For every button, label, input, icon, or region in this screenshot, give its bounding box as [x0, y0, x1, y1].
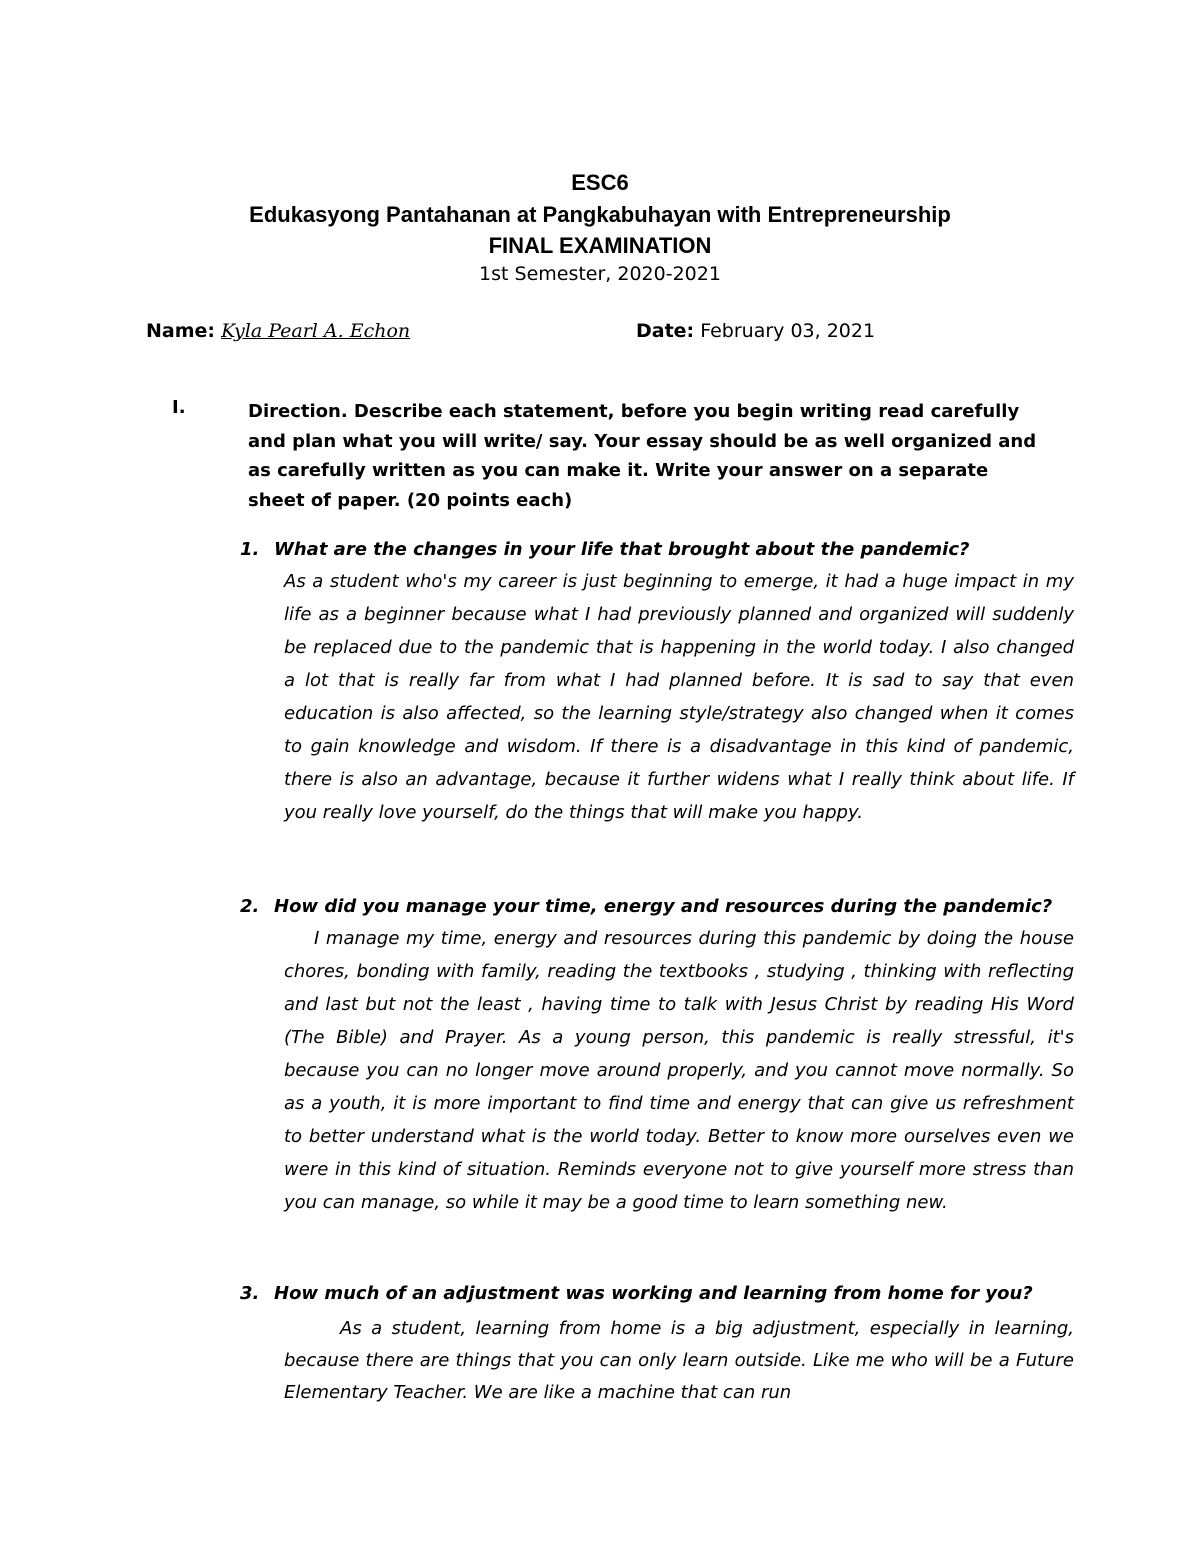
question-1 — [240, 539, 1070, 560]
question-3 — [240, 1283, 1070, 1304]
answer-1: As a student who's my career is just beginning to emerge, it had a huge impact in my life as a beginner because what I had previously planned and organized will suddenly be replaced due to the pandemic that is happening in the world today. I also changed a lot that is really far from what I had planned before. It is sad to say that even education is also affected, so the learning style/strategy also changed when it comes to gain knowledge and wisdom. If there is a disadvantage in this kind of pandemic, there is also an advantage, because it further widens what I really think about life. If you really love yourself, do the things that will make you happy. — [284, 571, 1074, 823]
name-field — [146, 320, 410, 342]
name-label: Name: — [146, 320, 216, 342]
exam-title: FINAL EXAMINATION — [488, 233, 712, 258]
answer-2: I manage my time, energy and resources during this pandemic by doing the house chores, bonding with family, reading the textbooks , studying , thinking with reflecting and last but not the least , having time to talk with Jesus Christ by reading His Word (The Bible) and Prayer. As a young person, this pandemic is really stressful, it's because you can no longer move around properly, and you cannot move normally. So as a youth, it is more important to find time and energy that can give us refreshment to better understand what is the world today. Better to know more ourselves even we were in this kind of situation. Reminds everyone not to give yourself more stress than you can manage, so while it may be a good time to learn something new. — [284, 928, 1074, 1213]
semester-line: 1st Semester, 2020-2021 — [479, 263, 721, 285]
question-2 — [240, 896, 1070, 917]
date-label: Date: — [636, 320, 695, 342]
date-value: February 03, 2021 — [700, 320, 876, 342]
name-value: Kyla Pearl A. Echon — [221, 320, 411, 342]
subject-title: Edukasyong Pantahanan at Pangkabuhayan with Entrepreneurship — [249, 202, 951, 227]
question-number: 2. — [240, 896, 260, 917]
section-direction: Direction. Describe each statement, before you begin writing read carefully and plan what you will write/ say. Your essay should be as well organized and as carefully written as you can make it. Write your answer on a separate sheet of paper. (20 points each) — [248, 401, 1037, 511]
question-text: How did you manage your time, energy and resources during the pandemic? — [274, 896, 1053, 917]
question-number: 3. — [240, 1283, 260, 1304]
question-number: 1. — [240, 539, 260, 560]
course-code: ESC6 — [571, 170, 629, 195]
section-number: I. — [172, 397, 186, 418]
question-text: What are the changes in your life that brought about the pandemic? — [274, 539, 970, 560]
answer-3: As a student, learning from home is a big adjustment, especially in learning, because there are things that you can only learn outside. Like me who will be a Future Elementary Teacher. We are like a machine that can run — [284, 1318, 1074, 1403]
question-text: How much of an adjustment was working and learning from home for you? — [274, 1283, 1033, 1304]
date-field — [636, 320, 875, 342]
